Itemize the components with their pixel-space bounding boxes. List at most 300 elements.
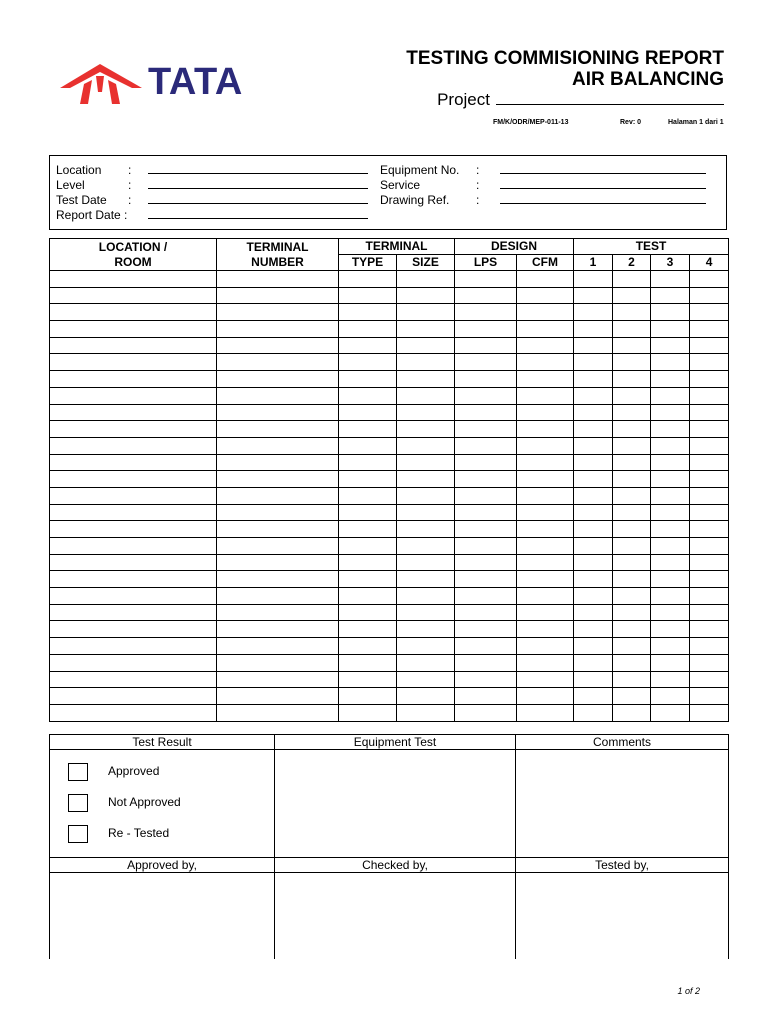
table-cell[interactable] bbox=[455, 437, 517, 454]
table-cell[interactable] bbox=[690, 504, 729, 521]
not-approved-option[interactable] bbox=[68, 793, 181, 812]
table-cell[interactable] bbox=[339, 387, 397, 404]
table-cell[interactable] bbox=[517, 704, 574, 721]
table-cell[interactable] bbox=[651, 621, 690, 638]
table-cell[interactable] bbox=[397, 271, 455, 288]
table-cell[interactable] bbox=[574, 371, 613, 388]
table-cell[interactable] bbox=[613, 621, 651, 638]
table-cell[interactable] bbox=[397, 671, 455, 688]
table-cell[interactable] bbox=[217, 487, 339, 504]
table-cell[interactable] bbox=[613, 487, 651, 504]
table-cell[interactable] bbox=[690, 304, 729, 321]
table-cell[interactable] bbox=[217, 371, 339, 388]
table-cell[interactable] bbox=[690, 404, 729, 421]
table-cell[interactable] bbox=[397, 654, 455, 671]
table-cell[interactable] bbox=[651, 321, 690, 338]
table-cell[interactable] bbox=[455, 421, 517, 438]
drawing-ref-label: Drawing Ref. bbox=[380, 193, 450, 207]
table-cell[interactable] bbox=[651, 521, 690, 538]
table-cell[interactable] bbox=[651, 638, 690, 655]
table-cell[interactable] bbox=[574, 437, 613, 454]
table-cell[interactable] bbox=[339, 437, 397, 454]
table-cell[interactable] bbox=[651, 554, 690, 571]
table-cell[interactable] bbox=[339, 521, 397, 538]
table-cell[interactable] bbox=[613, 704, 651, 721]
table-cell[interactable] bbox=[690, 371, 729, 388]
table-cell[interactable] bbox=[50, 404, 217, 421]
table-cell[interactable] bbox=[517, 654, 574, 671]
project-label: Project bbox=[437, 90, 490, 109]
table-cell[interactable] bbox=[50, 387, 217, 404]
table-cell[interactable] bbox=[574, 588, 613, 605]
table-cell[interactable] bbox=[455, 271, 517, 288]
table-cell[interactable] bbox=[690, 437, 729, 454]
table-cell[interactable] bbox=[217, 538, 339, 555]
table-cell[interactable] bbox=[517, 454, 574, 471]
table-cell[interactable] bbox=[690, 387, 729, 404]
table-cell[interactable] bbox=[397, 371, 455, 388]
table-cell[interactable] bbox=[217, 404, 339, 421]
table-cell[interactable] bbox=[397, 437, 455, 454]
table-cell[interactable] bbox=[217, 421, 339, 438]
table-cell[interactable] bbox=[397, 688, 455, 705]
table-cell[interactable] bbox=[50, 304, 217, 321]
table-cell[interactable] bbox=[50, 321, 217, 338]
table-cell[interactable] bbox=[397, 621, 455, 638]
table-cell[interactable] bbox=[651, 604, 690, 621]
equipment-test-header: Equipment Test bbox=[275, 735, 516, 750]
table-cell[interactable] bbox=[651, 471, 690, 488]
comments-cell[interactable] bbox=[516, 750, 729, 858]
table-cell[interactable] bbox=[217, 321, 339, 338]
table-cell[interactable] bbox=[690, 454, 729, 471]
table-cell[interactable] bbox=[690, 638, 729, 655]
service-field[interactable] bbox=[500, 177, 706, 189]
table-cell[interactable] bbox=[574, 321, 613, 338]
table-cell[interactable] bbox=[574, 604, 613, 621]
table-cell[interactable] bbox=[517, 287, 574, 304]
table-cell[interactable] bbox=[690, 538, 729, 555]
equipment-test-cell[interactable] bbox=[275, 750, 516, 858]
table-cell[interactable] bbox=[217, 387, 339, 404]
table-cell[interactable] bbox=[613, 571, 651, 588]
table-cell[interactable] bbox=[690, 354, 729, 371]
tested-by-signature[interactable] bbox=[516, 873, 729, 960]
table-cell[interactable] bbox=[217, 654, 339, 671]
table-cell[interactable] bbox=[517, 671, 574, 688]
re-tested-option[interactable] bbox=[68, 824, 169, 843]
table-cell[interactable] bbox=[339, 354, 397, 371]
table-cell[interactable] bbox=[397, 354, 455, 371]
table-cell[interactable] bbox=[50, 487, 217, 504]
table-cell[interactable] bbox=[651, 404, 690, 421]
table-cell[interactable] bbox=[50, 704, 217, 721]
table-cell[interactable] bbox=[397, 604, 455, 621]
table-cell[interactable] bbox=[613, 688, 651, 705]
table-cell[interactable] bbox=[613, 471, 651, 488]
table-cell[interactable] bbox=[217, 354, 339, 371]
table-cell[interactable] bbox=[613, 504, 651, 521]
table-cell[interactable] bbox=[339, 621, 397, 638]
table-cell[interactable] bbox=[397, 538, 455, 555]
table-cell[interactable] bbox=[217, 588, 339, 605]
table-cell[interactable] bbox=[613, 654, 651, 671]
table-cell[interactable] bbox=[574, 538, 613, 555]
table-cell[interactable] bbox=[613, 671, 651, 688]
table-cell[interactable] bbox=[50, 688, 217, 705]
table-cell[interactable] bbox=[339, 654, 397, 671]
table-cell[interactable] bbox=[397, 588, 455, 605]
table-cell[interactable] bbox=[50, 354, 217, 371]
table-row bbox=[50, 638, 729, 655]
table-cell[interactable] bbox=[455, 671, 517, 688]
table-cell[interactable] bbox=[50, 437, 217, 454]
table-cell[interactable] bbox=[455, 371, 517, 388]
table-cell[interactable] bbox=[517, 471, 574, 488]
re-tested-checkbox[interactable] bbox=[68, 825, 88, 843]
table-cell[interactable] bbox=[517, 688, 574, 705]
table-cell[interactable] bbox=[690, 688, 729, 705]
table-cell[interactable] bbox=[455, 621, 517, 638]
table-cell[interactable] bbox=[517, 321, 574, 338]
table-cell[interactable] bbox=[217, 454, 339, 471]
table-cell[interactable] bbox=[574, 387, 613, 404]
table-cell[interactable] bbox=[339, 588, 397, 605]
table-cell[interactable] bbox=[50, 604, 217, 621]
table-cell[interactable] bbox=[613, 371, 651, 388]
table-cell[interactable] bbox=[517, 354, 574, 371]
table-cell[interactable] bbox=[50, 638, 217, 655]
table-cell[interactable] bbox=[397, 421, 455, 438]
table-cell[interactable] bbox=[50, 571, 217, 588]
table-cell[interactable] bbox=[651, 337, 690, 354]
table-cell[interactable] bbox=[574, 454, 613, 471]
table-cell[interactable] bbox=[217, 337, 339, 354]
table-cell[interactable] bbox=[613, 287, 651, 304]
table-cell[interactable] bbox=[517, 371, 574, 388]
table-cell[interactable] bbox=[574, 304, 613, 321]
table-cell[interactable] bbox=[50, 554, 217, 571]
table-cell[interactable] bbox=[455, 404, 517, 421]
table-cell[interactable] bbox=[690, 287, 729, 304]
table-cell[interactable] bbox=[455, 287, 517, 304]
table-cell[interactable] bbox=[690, 271, 729, 288]
table-cell[interactable] bbox=[651, 454, 690, 471]
table-cell[interactable] bbox=[690, 321, 729, 338]
table-cell[interactable] bbox=[613, 304, 651, 321]
table-cell[interactable] bbox=[217, 688, 339, 705]
table-cell[interactable] bbox=[455, 337, 517, 354]
table-cell[interactable] bbox=[455, 538, 517, 555]
table-cell[interactable] bbox=[455, 554, 517, 571]
table-cell[interactable] bbox=[397, 304, 455, 321]
table-cell[interactable] bbox=[397, 287, 455, 304]
table-cell[interactable] bbox=[651, 371, 690, 388]
table-cell[interactable] bbox=[339, 404, 397, 421]
table-cell[interactable] bbox=[574, 638, 613, 655]
table-cell[interactable] bbox=[613, 337, 651, 354]
table-cell[interactable] bbox=[613, 437, 651, 454]
table-cell[interactable] bbox=[574, 354, 613, 371]
table-cell[interactable] bbox=[613, 538, 651, 555]
table-cell[interactable] bbox=[455, 304, 517, 321]
table-cell[interactable] bbox=[574, 421, 613, 438]
table-cell[interactable] bbox=[574, 671, 613, 688]
table-cell[interactable] bbox=[690, 588, 729, 605]
table-cell[interactable] bbox=[613, 554, 651, 571]
table-cell[interactable] bbox=[574, 688, 613, 705]
table-cell[interactable] bbox=[217, 621, 339, 638]
test-1-header: 1 bbox=[574, 255, 613, 271]
table-cell[interactable] bbox=[517, 504, 574, 521]
table-cell[interactable] bbox=[517, 538, 574, 555]
table-cell[interactable] bbox=[651, 354, 690, 371]
table-cell[interactable] bbox=[613, 588, 651, 605]
table-cell[interactable] bbox=[455, 454, 517, 471]
table-cell[interactable] bbox=[690, 704, 729, 721]
doc-code: FM/K/ODR/MEP-011-13 bbox=[493, 119, 569, 126]
table-cell[interactable] bbox=[455, 321, 517, 338]
table-cell[interactable] bbox=[690, 554, 729, 571]
table-cell[interactable] bbox=[397, 471, 455, 488]
table-cell[interactable] bbox=[455, 638, 517, 655]
table-cell[interactable] bbox=[50, 504, 217, 521]
table-cell[interactable] bbox=[455, 604, 517, 621]
table-cell[interactable] bbox=[50, 271, 217, 288]
table-cell[interactable] bbox=[455, 504, 517, 521]
table-cell[interactable] bbox=[339, 271, 397, 288]
table-cell[interactable] bbox=[574, 571, 613, 588]
table-cell[interactable] bbox=[455, 588, 517, 605]
table-cell[interactable] bbox=[397, 387, 455, 404]
table-cell[interactable] bbox=[339, 688, 397, 705]
table-cell[interactable] bbox=[574, 521, 613, 538]
table-cell[interactable] bbox=[455, 354, 517, 371]
table-cell[interactable] bbox=[690, 471, 729, 488]
table-cell[interactable] bbox=[517, 421, 574, 438]
table-row bbox=[50, 287, 729, 304]
checked-by-signature[interactable] bbox=[275, 873, 516, 960]
table-cell[interactable] bbox=[651, 571, 690, 588]
table-cell[interactable] bbox=[339, 571, 397, 588]
table-cell[interactable] bbox=[455, 387, 517, 404]
table-cell[interactable] bbox=[455, 471, 517, 488]
table-cell[interactable] bbox=[651, 704, 690, 721]
table-cell[interactable] bbox=[690, 571, 729, 588]
table-cell[interactable] bbox=[651, 421, 690, 438]
not-approved-checkbox[interactable] bbox=[68, 794, 88, 812]
table-cell[interactable] bbox=[455, 688, 517, 705]
table-cell[interactable] bbox=[651, 271, 690, 288]
table-cell[interactable] bbox=[397, 554, 455, 571]
table-cell[interactable] bbox=[339, 304, 397, 321]
table-cell[interactable] bbox=[217, 554, 339, 571]
table-cell[interactable] bbox=[50, 454, 217, 471]
table-cell[interactable] bbox=[517, 271, 574, 288]
table-cell[interactable] bbox=[517, 638, 574, 655]
table-cell[interactable] bbox=[339, 604, 397, 621]
level-field[interactable] bbox=[148, 177, 368, 189]
comments-header: Comments bbox=[516, 735, 729, 750]
table-cell[interactable] bbox=[613, 271, 651, 288]
project-line[interactable] bbox=[496, 88, 724, 105]
table-cell[interactable] bbox=[50, 654, 217, 671]
equipment-no-field[interactable] bbox=[500, 162, 706, 174]
table-cell[interactable] bbox=[517, 621, 574, 638]
table-cell[interactable] bbox=[397, 504, 455, 521]
table-cell[interactable] bbox=[574, 337, 613, 354]
table-cell[interactable] bbox=[397, 454, 455, 471]
table-cell[interactable] bbox=[339, 371, 397, 388]
table-cell[interactable] bbox=[613, 321, 651, 338]
table-cell[interactable] bbox=[339, 337, 397, 354]
table-cell[interactable] bbox=[50, 621, 217, 638]
table-cell[interactable] bbox=[50, 521, 217, 538]
table-cell[interactable] bbox=[651, 487, 690, 504]
table-cell[interactable] bbox=[339, 471, 397, 488]
table-cell[interactable] bbox=[690, 487, 729, 504]
table-cell[interactable] bbox=[455, 654, 517, 671]
table-cell[interactable] bbox=[339, 538, 397, 555]
table-cell[interactable] bbox=[217, 638, 339, 655]
table-cell[interactable] bbox=[397, 487, 455, 504]
table-cell[interactable] bbox=[50, 371, 217, 388]
table-cell[interactable] bbox=[574, 554, 613, 571]
table-cell[interactable] bbox=[339, 321, 397, 338]
table-cell[interactable] bbox=[574, 487, 613, 504]
table-row bbox=[50, 571, 729, 588]
table-cell[interactable] bbox=[217, 671, 339, 688]
table-cell[interactable] bbox=[217, 571, 339, 588]
table-cell[interactable] bbox=[613, 387, 651, 404]
project-field[interactable] bbox=[437, 88, 724, 111]
table-cell[interactable] bbox=[339, 671, 397, 688]
table-cell[interactable] bbox=[339, 638, 397, 655]
approved-by-signature[interactable] bbox=[50, 873, 275, 960]
table-cell[interactable] bbox=[517, 404, 574, 421]
approved-option[interactable] bbox=[68, 762, 159, 781]
table-cell[interactable] bbox=[690, 521, 729, 538]
table-cell[interactable] bbox=[651, 437, 690, 454]
table-cell[interactable] bbox=[339, 287, 397, 304]
approved-checkbox[interactable] bbox=[68, 763, 88, 781]
table-cell[interactable] bbox=[455, 487, 517, 504]
table-cell[interactable] bbox=[574, 654, 613, 671]
table-cell[interactable] bbox=[339, 704, 397, 721]
table-cell[interactable] bbox=[50, 421, 217, 438]
table-cell[interactable] bbox=[517, 521, 574, 538]
test-date-field[interactable] bbox=[148, 192, 368, 204]
table-cell[interactable] bbox=[651, 588, 690, 605]
table-cell[interactable] bbox=[690, 654, 729, 671]
table-cell[interactable] bbox=[217, 437, 339, 454]
table-cell[interactable] bbox=[50, 287, 217, 304]
table-cell[interactable] bbox=[50, 538, 217, 555]
table-cell[interactable] bbox=[517, 554, 574, 571]
table-cell[interactable] bbox=[50, 471, 217, 488]
table-cell[interactable] bbox=[651, 671, 690, 688]
table-cell[interactable] bbox=[517, 571, 574, 588]
table-cell[interactable] bbox=[517, 604, 574, 621]
table-cell[interactable] bbox=[217, 471, 339, 488]
table-cell[interactable] bbox=[690, 421, 729, 438]
table-cell[interactable] bbox=[455, 704, 517, 721]
table-cell[interactable] bbox=[50, 337, 217, 354]
table-cell[interactable] bbox=[574, 471, 613, 488]
table-cell[interactable] bbox=[217, 521, 339, 538]
table-cell[interactable] bbox=[339, 421, 397, 438]
table-cell[interactable] bbox=[397, 571, 455, 588]
table-cell[interactable] bbox=[574, 704, 613, 721]
table-cell[interactable] bbox=[651, 287, 690, 304]
table-cell[interactable] bbox=[651, 688, 690, 705]
table-cell[interactable] bbox=[517, 437, 574, 454]
location-field[interactable] bbox=[148, 162, 368, 174]
table-cell[interactable] bbox=[574, 504, 613, 521]
table-cell[interactable] bbox=[397, 704, 455, 721]
table-cell[interactable] bbox=[613, 521, 651, 538]
table-cell[interactable] bbox=[651, 304, 690, 321]
table-cell[interactable] bbox=[651, 387, 690, 404]
table-cell[interactable] bbox=[613, 638, 651, 655]
table-cell[interactable] bbox=[397, 521, 455, 538]
test-date-label: Test Date bbox=[56, 193, 107, 207]
table-cell[interactable] bbox=[690, 604, 729, 621]
table-cell[interactable] bbox=[217, 271, 339, 288]
table-cell[interactable] bbox=[397, 638, 455, 655]
table-cell[interactable] bbox=[613, 404, 651, 421]
table-cell[interactable] bbox=[574, 271, 613, 288]
table-cell[interactable] bbox=[339, 487, 397, 504]
table-cell[interactable] bbox=[651, 538, 690, 555]
table-cell[interactable] bbox=[339, 454, 397, 471]
table-cell[interactable] bbox=[217, 704, 339, 721]
table-cell[interactable] bbox=[690, 671, 729, 688]
table-cell[interactable] bbox=[217, 504, 339, 521]
table-cell[interactable] bbox=[613, 354, 651, 371]
table-cell[interactable] bbox=[339, 554, 397, 571]
table-cell[interactable] bbox=[574, 621, 613, 638]
table-cell[interactable] bbox=[217, 604, 339, 621]
table-cell[interactable] bbox=[574, 287, 613, 304]
table-cell[interactable] bbox=[651, 504, 690, 521]
table-cell[interactable] bbox=[613, 454, 651, 471]
table-cell[interactable] bbox=[690, 621, 729, 638]
table-cell[interactable] bbox=[517, 304, 574, 321]
table-cell[interactable] bbox=[517, 588, 574, 605]
table-cell[interactable] bbox=[517, 487, 574, 504]
table-cell[interactable] bbox=[613, 421, 651, 438]
table-cell[interactable] bbox=[217, 304, 339, 321]
table-cell[interactable] bbox=[50, 671, 217, 688]
table-cell[interactable] bbox=[455, 571, 517, 588]
table-cell[interactable] bbox=[397, 337, 455, 354]
table-cell[interactable] bbox=[517, 387, 574, 404]
drawing-ref-field[interactable] bbox=[500, 192, 706, 204]
table-cell[interactable] bbox=[455, 521, 517, 538]
table-cell[interactable] bbox=[574, 404, 613, 421]
table-cell[interactable] bbox=[339, 504, 397, 521]
table-cell[interactable] bbox=[651, 654, 690, 671]
table-cell[interactable] bbox=[613, 604, 651, 621]
table-cell[interactable] bbox=[217, 287, 339, 304]
table-cell[interactable] bbox=[397, 404, 455, 421]
table-cell[interactable] bbox=[517, 337, 574, 354]
table-cell[interactable] bbox=[397, 321, 455, 338]
table-cell[interactable] bbox=[50, 588, 217, 605]
report-date-field[interactable] bbox=[148, 207, 368, 219]
table-cell[interactable] bbox=[690, 337, 729, 354]
